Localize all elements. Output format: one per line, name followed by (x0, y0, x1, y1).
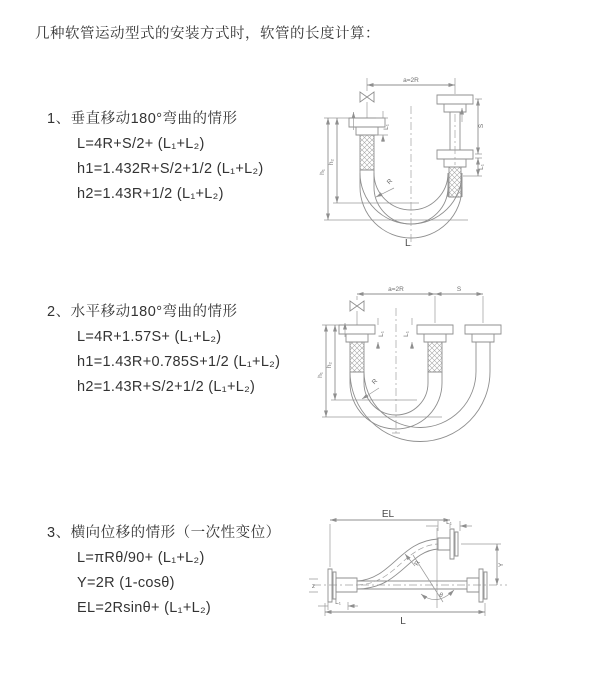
braided-hose-section (449, 167, 461, 197)
dim-h1 (317, 325, 442, 417)
pipe-fitting-2 (417, 325, 453, 372)
section-vertical-180 (47, 107, 264, 203)
radius-label: R (413, 559, 422, 568)
dim-l1-top (426, 519, 472, 531)
dim-s-label: S (478, 123, 485, 129)
section-3-heading: 3、横向位移的情形（一次性变位） (47, 525, 281, 541)
section-1-formula-h2: h2=1.43R+1/2 (L₁+L₂) (77, 186, 224, 202)
left-pipe-fitting (349, 112, 385, 170)
page-title: 几种软管运动型式的安装方式时，软管的长度计算： (35, 26, 380, 42)
length-label: L (405, 238, 411, 249)
dim-a-2r (357, 286, 483, 323)
braided-hose-section (428, 342, 442, 372)
valve-icon (360, 92, 374, 102)
left-flange (328, 569, 357, 602)
dim-h1 (319, 118, 468, 220)
hose-u-bends (350, 353, 490, 442)
section-3-formula-Y: Y=2R (1-cosθ) (77, 575, 175, 591)
diagram-horizontal-u-bend (312, 283, 588, 443)
section-lateral-displacement (47, 521, 281, 617)
diagram-vertical-u-bend (312, 70, 588, 260)
dim-l1-b-label: L₁ (403, 331, 410, 337)
radius-label: R (385, 177, 395, 187)
dim-l1-b (403, 318, 412, 349)
section-3-formula-L: L=πRθ/90+ (L₁+L₂) (77, 550, 205, 566)
dim-h1-label: h₁ (317, 372, 324, 378)
dim-h2-label: h₂ (328, 158, 335, 166)
radius-label: R (370, 377, 380, 387)
dim-l1-right-label: L₁ (478, 164, 485, 170)
angle-label: θ (439, 592, 443, 599)
dim-el-label: EL (381, 509, 395, 520)
dim-a-2r-label: a=2R (388, 286, 404, 293)
dim-l1-a-label: L₁ (378, 331, 385, 337)
upper-flange (438, 529, 458, 559)
section-horizontal-180 (47, 300, 280, 396)
dim-el (330, 509, 450, 567)
section-1-formula-L: L=4R+S/2+ (L₁+L₂) (77, 136, 205, 152)
right-flange (467, 569, 487, 602)
pipe-fitting-3 (465, 325, 501, 353)
dim-l-label: L (400, 616, 406, 627)
radius-callout (376, 178, 394, 197)
dim-l1-left-label: L₁ (383, 124, 390, 130)
right-pipe-fitting (437, 95, 473, 197)
section-1-heading: 1、垂直移动180°弯曲的情形 (47, 111, 238, 127)
dim-l1-a (378, 318, 385, 349)
pipe-fitting-1 (339, 323, 375, 372)
dim-h1-label: h₁ (319, 169, 326, 175)
section-2-formula-h1: h1=1.43R+0.785S+1/2 (L₁+L₂) (77, 354, 281, 370)
dim-l1-bottom-label: L₁ (335, 599, 341, 606)
section-3-formula-EL: EL=2Rsinθ+ (L₁+L₂) (77, 600, 212, 616)
angle-callout (421, 590, 454, 600)
braided-hose-section (350, 342, 364, 372)
section-1-formula-h1: h1=1.432R+S/2+1/2 (L₁+L₂) (77, 161, 264, 177)
dim-y-label: Y (498, 562, 505, 568)
section-2-formula-L: L=4R+1.57S+ (L₁+L₂) (77, 329, 222, 345)
dim-a-2r (367, 77, 455, 94)
dim-h2-label: h₂ (326, 361, 333, 369)
hose-displaced-position (357, 539, 438, 589)
datum-mark-label: z (311, 583, 316, 590)
braided-hose-section (360, 135, 374, 170)
dim-l (325, 603, 485, 627)
dim-a-2r-label: a=2R (403, 77, 419, 84)
dim-l1-top-label: L₁ (446, 519, 452, 526)
datum-mark (309, 579, 318, 592)
section-2-formula-h2: h2=1.43R+S/2+1/2 (L₁+L₂) (77, 379, 256, 395)
dim-l1-left (376, 111, 390, 142)
diagram-lateral-displacement (300, 505, 600, 645)
dim-l1-bottom-left (318, 599, 358, 610)
dim-s-right (475, 99, 485, 154)
dim-s-label: S (456, 286, 462, 293)
valve-icon (350, 301, 364, 311)
section-2-heading: 2、水平移动180°弯曲的情形 (47, 304, 238, 320)
